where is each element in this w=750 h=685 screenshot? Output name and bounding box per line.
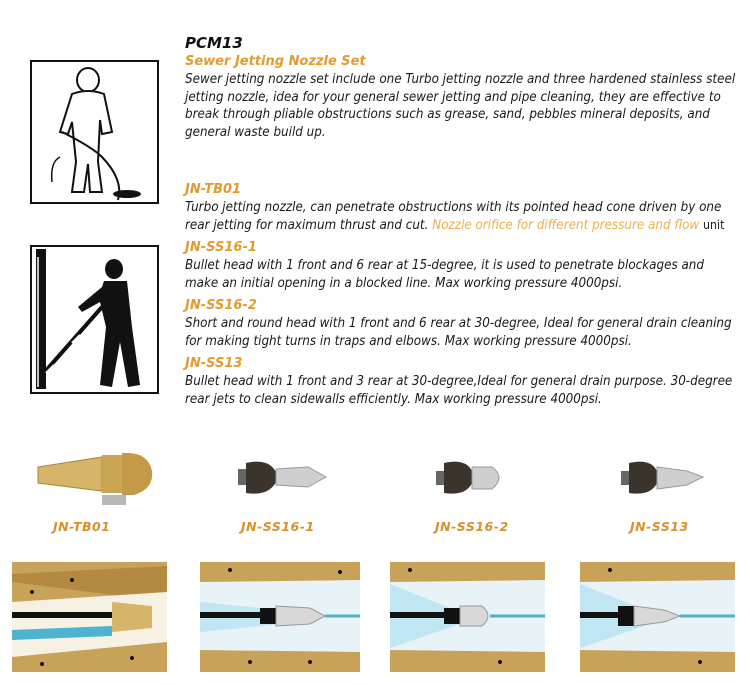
pipe-ss16-1-image — [200, 562, 360, 672]
desc-jn-tb01-unit: unit — [703, 217, 725, 232]
desc-jn-ss16-2: Short and round head with 1 front and 6 rear at 30-degree, Ideal for general drain cleaning for making tight turns in traps and elbows. Max working pressure 4000psi. — [185, 316, 732, 349]
desc-jn-tb01-highlight: Nozzle orifice for different pressure and flow — [432, 217, 700, 233]
desc-jn-tb01-text: Turbo jetting nozzle, can penetrate obstructions with its pointed head cone driven by one rear jetting for maximum thrust and cut. — [185, 200, 722, 233]
nozzle-jn-tb01 — [30, 445, 160, 515]
desc-jn-ss13: Bullet head with 1 front and 3 rear at 30-degree,Ideal for general drain purpose. 30-degree rear jets to clean sidewalls efficiently. Max working pressure 4000psi. — [185, 374, 733, 407]
worker-suit-illustration — [30, 60, 159, 204]
label-jn-ss13: JN-SS13 — [630, 519, 689, 534]
ss13-nozzle-image — [615, 455, 715, 505]
label-jn-ss16-2: JN-SS16-2 — [435, 519, 509, 534]
desc-jn-tb01 — [185, 199, 737, 234]
product-subtitle: Sewer Jetting Nozzle Set — [185, 54, 366, 69]
pipe-illustration-ss16-2 — [390, 562, 545, 672]
worker-lance-figure — [32, 247, 157, 392]
code-jn-tb01: JN-TB01 — [185, 182, 242, 197]
pipe-tb01-image — [12, 562, 167, 672]
desc-jn-ss16-1: Bullet head with 1 front and 6 rear at 15-degree, it is used to penetrate blockages and make an initial opening in a blocked line. Max working pressure 4000psi. — [185, 258, 704, 291]
ss16-2-nozzle-image — [430, 455, 510, 505]
code-jn-ss16-1: JN-SS16-1 — [185, 240, 257, 255]
intro-paragraph: Sewer jetting nozzle set include one Turbo jetting nozzle and three hardened stainless steel jetting nozzle, idea for your general sewer jetting and pipe cleaning, they are effective to break through pliable obstructions such as grease, sand, pebbles mineral deposits, and general waste build up. — [185, 72, 736, 140]
ss16-1-nozzle-image — [232, 455, 332, 505]
nozzle-jn-ss16-1 — [232, 455, 332, 505]
code-jn-ss13: JN-SS13 — [185, 356, 243, 371]
nozzle-jn-ss16-2 — [430, 455, 510, 505]
label-jn-tb01: JN-TB01 — [53, 519, 111, 534]
pipe-ss13-image — [580, 562, 735, 672]
pipe-illustration-ss13 — [580, 562, 735, 672]
pipe-ss16-2-image — [390, 562, 545, 672]
worker-lance-illustration — [30, 245, 159, 394]
worker-suit-figure — [32, 62, 157, 202]
turbo-nozzle-image — [30, 445, 160, 515]
nozzle-jn-ss13 — [615, 455, 715, 505]
pipe-illustration-tb01 — [12, 562, 167, 672]
label-jn-ss16-1: JN-SS16-1 — [241, 519, 315, 534]
code-jn-ss16-2: JN-SS16-2 — [185, 298, 257, 313]
pipe-illustration-ss16-1 — [200, 562, 360, 672]
product-title: PCM13 — [185, 34, 243, 52]
